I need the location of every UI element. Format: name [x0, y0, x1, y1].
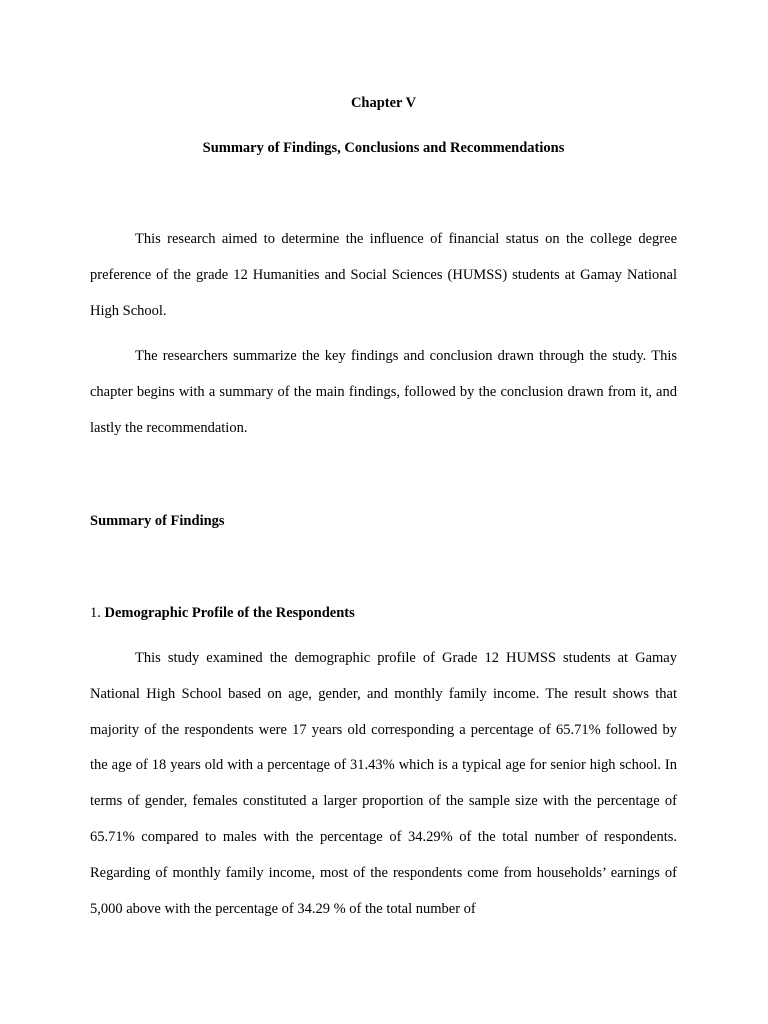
intro-paragraph-2: The researchers summarize the key findings and conclusion drawn through the study. This chapter begins with a summary of the main findings, followed by the conclusion drawn from it, and lastly the recommendation. [90, 348, 677, 436]
subsection-number: 1. [90, 605, 101, 621]
body-paragraph: This study examined the demographic profile of Grade 12 HUMSS students at Gamay National High School based on age, gender, and monthly family income. The result shows that majority of the respondents were 17 years old corresponding a percentage of 65.71% followed by the age of 18 years old with a percentage of 31.43% which is a typical age for senior high school. In terms of gender, females constituted a larger proportion of the sample size with the percentage of 65.71% compared to males with the percentage of 34.29% of the total number of respondents. Regarding of monthly family income, most of the respondents come from households’ earnings of 5,000 above with the percentage of 34.29 % of the total number of [90, 650, 677, 917]
chapter-number: Chapter V [350, 95, 417, 111]
chapter-title: Summary of Findings, Conclusions and Recommendations [202, 140, 565, 156]
intro-paragraph-1: This research aimed to determine the influence of financial status on the college degree preference of the grade 12 Humanities and Social Sciences (HUMSS) students at Gamay National High School. [90, 231, 677, 319]
subsection-title: Demographic Profile of the Respondents [104, 605, 355, 621]
subsection-heading [90, 603, 677, 623]
section-heading: Summary of Findings [90, 513, 225, 529]
